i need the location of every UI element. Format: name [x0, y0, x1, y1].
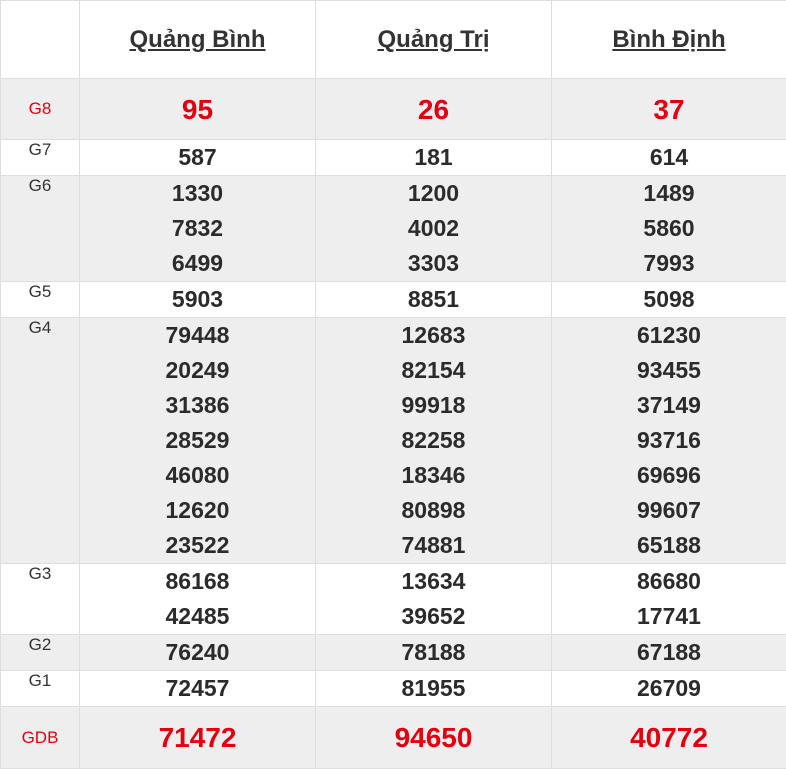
prize-row-g2 — [1, 635, 786, 671]
prize-number: 17741 — [552, 599, 786, 634]
prize-cell — [552, 318, 786, 564]
prize-number: 1200 — [316, 176, 551, 211]
prize-number: 99607 — [552, 493, 786, 528]
province-header-1[interactable]: Quảng Bình — [80, 1, 316, 79]
prize-number: 40772 — [552, 720, 786, 755]
prize-number: 94650 — [316, 720, 551, 755]
prize-number: 81955 — [316, 671, 551, 706]
prize-number: 7832 — [80, 211, 315, 246]
prize-label-gdb: GDB — [1, 707, 80, 769]
prize-cell — [552, 176, 786, 282]
prize-number: 5098 — [552, 282, 786, 317]
prize-number: 23522 — [80, 528, 315, 563]
prize-label-g6: G6 — [1, 176, 80, 282]
prize-number: 5903 — [80, 282, 315, 317]
prize-row-g5 — [1, 282, 786, 318]
prize-number: 26 — [316, 92, 551, 127]
prize-number: 1330 — [80, 176, 315, 211]
prize-cell — [316, 79, 552, 140]
prize-number: 71472 — [80, 720, 315, 755]
prize-number: 86680 — [552, 564, 786, 599]
prize-number: 46080 — [80, 458, 315, 493]
prize-label-g4: G4 — [1, 318, 80, 564]
prize-number: 1489 — [552, 176, 786, 211]
prize-row-g8 — [1, 79, 786, 140]
prize-cell — [316, 635, 552, 671]
prize-cell — [316, 707, 552, 769]
prize-number: 4002 — [316, 211, 551, 246]
prize-number: 12620 — [80, 493, 315, 528]
prize-number: 31386 — [80, 388, 315, 423]
prize-number: 39652 — [316, 599, 551, 634]
prize-cell — [552, 79, 786, 140]
prize-number: 69696 — [552, 458, 786, 493]
prize-cell — [80, 707, 316, 769]
prize-row-g4 — [1, 318, 786, 564]
prize-cell — [80, 318, 316, 564]
prize-cell — [80, 635, 316, 671]
prize-cell — [552, 635, 786, 671]
prize-number: 3303 — [316, 246, 551, 281]
prize-number: 86168 — [80, 564, 315, 599]
prize-cell — [80, 140, 316, 176]
prize-cell — [316, 282, 552, 318]
prize-number: 82258 — [316, 423, 551, 458]
prize-number: 72457 — [80, 671, 315, 706]
prize-label-g1: G1 — [1, 671, 80, 707]
province-header-2[interactable]: Quảng Trị — [316, 1, 552, 79]
prize-number: 95 — [80, 92, 315, 127]
prize-row-gdb — [1, 707, 786, 769]
prize-cell — [80, 282, 316, 318]
prize-number: 18346 — [316, 458, 551, 493]
prize-number: 8851 — [316, 282, 551, 317]
prize-cell — [316, 140, 552, 176]
prize-number: 78188 — [316, 635, 551, 670]
prize-label-g5: G5 — [1, 282, 80, 318]
prize-number: 79448 — [80, 318, 315, 353]
prize-number: 20249 — [80, 353, 315, 388]
prize-number: 7993 — [552, 246, 786, 281]
prize-cell — [552, 564, 786, 635]
prize-number: 76240 — [80, 635, 315, 670]
prize-cell — [316, 176, 552, 282]
prize-cell — [552, 707, 786, 769]
prize-cell — [316, 318, 552, 564]
prize-cell — [80, 79, 316, 140]
prize-number: 12683 — [316, 318, 551, 353]
prize-label-g8: G8 — [1, 79, 80, 140]
prize-number: 93455 — [552, 353, 786, 388]
prize-number: 74881 — [316, 528, 551, 563]
prize-row-g1 — [1, 671, 786, 707]
prize-number: 5860 — [552, 211, 786, 246]
prize-number: 67188 — [552, 635, 786, 670]
prize-label-g7: G7 — [1, 140, 80, 176]
prize-row-g6 — [1, 176, 786, 282]
prize-number: 93716 — [552, 423, 786, 458]
prize-number: 42485 — [80, 599, 315, 634]
prize-label-g2: G2 — [1, 635, 80, 671]
prize-number: 99918 — [316, 388, 551, 423]
prize-number: 28529 — [80, 423, 315, 458]
header-corner — [1, 1, 80, 79]
prize-number: 614 — [552, 140, 786, 175]
prize-number: 37 — [552, 92, 786, 127]
prize-cell — [552, 282, 786, 318]
prize-cell — [552, 140, 786, 176]
prize-number: 61230 — [552, 318, 786, 353]
prize-row-g7 — [1, 140, 786, 176]
prize-number: 26709 — [552, 671, 786, 706]
prize-cell — [80, 671, 316, 707]
prize-number: 13634 — [316, 564, 551, 599]
header-row — [1, 1, 786, 79]
prize-number: 6499 — [80, 246, 315, 281]
prize-number: 587 — [80, 140, 315, 175]
prize-row-g3 — [1, 564, 786, 635]
prize-cell — [316, 671, 552, 707]
prize-cell — [552, 671, 786, 707]
prize-number: 181 — [316, 140, 551, 175]
prize-number: 80898 — [316, 493, 551, 528]
prize-cell — [80, 176, 316, 282]
prize-label-g3: G3 — [1, 564, 80, 635]
prize-number: 65188 — [552, 528, 786, 563]
prize-number: 37149 — [552, 388, 786, 423]
province-header-3[interactable]: Bình Định — [552, 1, 786, 79]
prize-cell — [80, 564, 316, 635]
prize-cell — [316, 564, 552, 635]
prize-number: 82154 — [316, 353, 551, 388]
